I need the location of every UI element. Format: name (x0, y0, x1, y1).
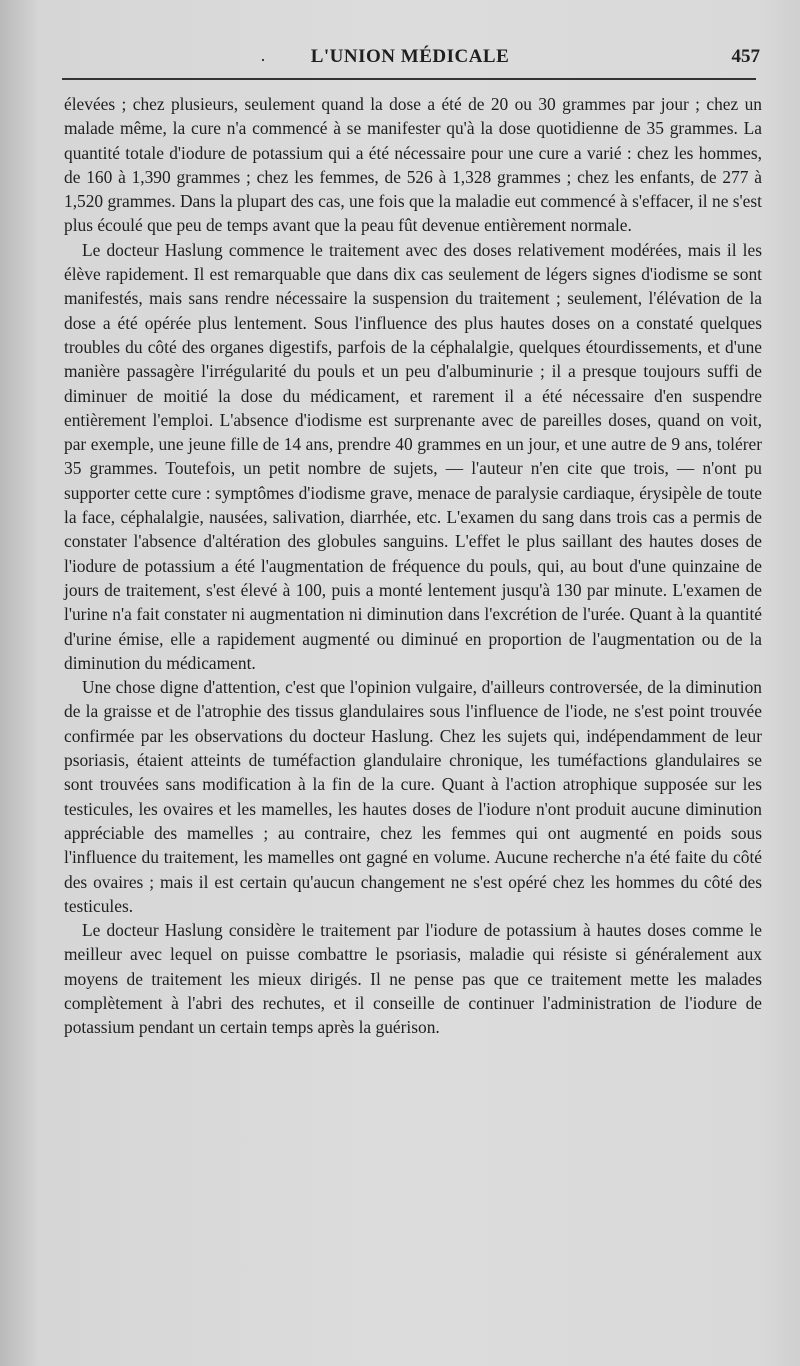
paragraph-conclusion: Le docteur Haslung considère le traitement par l'iodure de potassium à hautes doses comme le meilleur avec lequel on puisse combattre le psoriasis, maladie qui résiste si généralement aux moyens de traitement les mieux dirigés. Il ne pense pas que ce traitement mette les malades complètement à l'abri des rechutes, et il conseille de continuer l'administration de l'iodure de potassium pendant un certain temps après la guérison. (64, 920, 762, 1038)
header-rule (62, 78, 756, 80)
journal-title: L'UNION MÉDICALE (310, 46, 510, 67)
running-header (60, 40, 760, 74)
header-dot: · (260, 50, 266, 70)
paragraph-continuation: élevées ; chez plusieurs, seulement quand la dose a été de 20 ou 30 grammes par jour ; chez un malade même, la cure n'a commencé à se manifester qu'à la dose quotidienne de 35 grammes. La quantité totale d'iodure de potassium qui a été nécessaire pour une cure a varié : chez les hommes, de 160 à 1,390 grammes ; chez les femmes, de 526 à 1,328 grammes ; chez les enfants, de 277 à 1,520 grammes. Dans la plupart des cas, une fois que la maladie eut commencé à s'effacer, il ne s'est plus écoulé que peu de temps avant que la peau fût devenue entièrement normale. (64, 94, 762, 236)
article-body (64, 92, 762, 1040)
paragraph-glandular-tissue: Une chose digne d'attention, c'est que l'opinion vulgaire, d'ailleurs controversée, de la diminution de la graisse et de l'atrophie des tissus glandulaires sous l'influence de l'iode, ne s'est point trouvée confirmée par les observations du docteur Haslung. Chez les sujets qui, indépendamment de leur psoriasis, étaient atteints de tuméfaction glandulaire chronique, les tuméfactions glandulaires se sont trouvées sans modification à la fin de la cure. Quant à l'action atrophique supposée sur les testicules, les ovaires et les mamelles, les hautes doses de l'iodure n'ont produit aucune diminution appréciable des mamelles ; au contraire, chez les femmes qui ont augmenté en poids sous l'influence du traitement, les mamelles ont gagné en volume. Aucune recherche n'a été faite du côté des ovaires ; mais il est certain qu'aucun changement ne s'est opéré chez les hommes du côté des testicules. (64, 677, 762, 916)
paragraph-treatment-doses: Le docteur Haslung commence le traitement avec des doses relativement modérées, mais il les élève rapidement. Il est remarquable que dans dix cas seulement de légers signes d'iodisme se sont manifestés, mais sans rendre nécessaire la suspension du traitement ; seulement, l'élévation de la dose a été opérée plus lentement. Sous l'influence des plus hautes doses on a constaté quelques troubles du côté des organes digestifs, parfois de la céphalalgie, quelques étourdissements, et d'une manière passagère l'irrégularité du pouls et un peu d'albuminurie ; il a presque toujours suffi de diminuer de moitié la dose du médicament, et rarement il a été nécessaire d'en suspendre entièrement l'emploi. L'absence d'iodisme est surprenante avec de pareilles doses, quand on voit, par exemple, une jeune fille de 14 ans, prendre 40 grammes en un jour, et une autre de 9 ans, tolérer 35 grammes. Toutefois, un petit nombre de sujets, — l'auteur n'en cite que trois, — n'ont pu supporter cette cure : symptômes d'iodisme grave, menace de paralysie cardiaque, érysipèle de toute la face, céphalalgie, nausées, salivation, diarrhée, etc. L'examen du sang dans trois cas a permis de constater l'absence d'altération des globules sanguins. L'effet le plus saillant des hautes doses de l'iodure de potassium a été l'augmentation de fréquence du pouls, qui, au bout d'une quinzaine de jours de traitement, s'est élevé à 100, puis a monté lentement jusqu'à 130 par minute. L'examen de l'urine n'a fait constater ni augmentation ni diminution dans l'excrétion de l'urée. Quant à la quantité d'urine émise, elle a rapidement augmenté ou diminué en proportion de l'augmentation ou de la diminution du médicament. (64, 239, 762, 673)
page-number: 457 (731, 46, 760, 67)
